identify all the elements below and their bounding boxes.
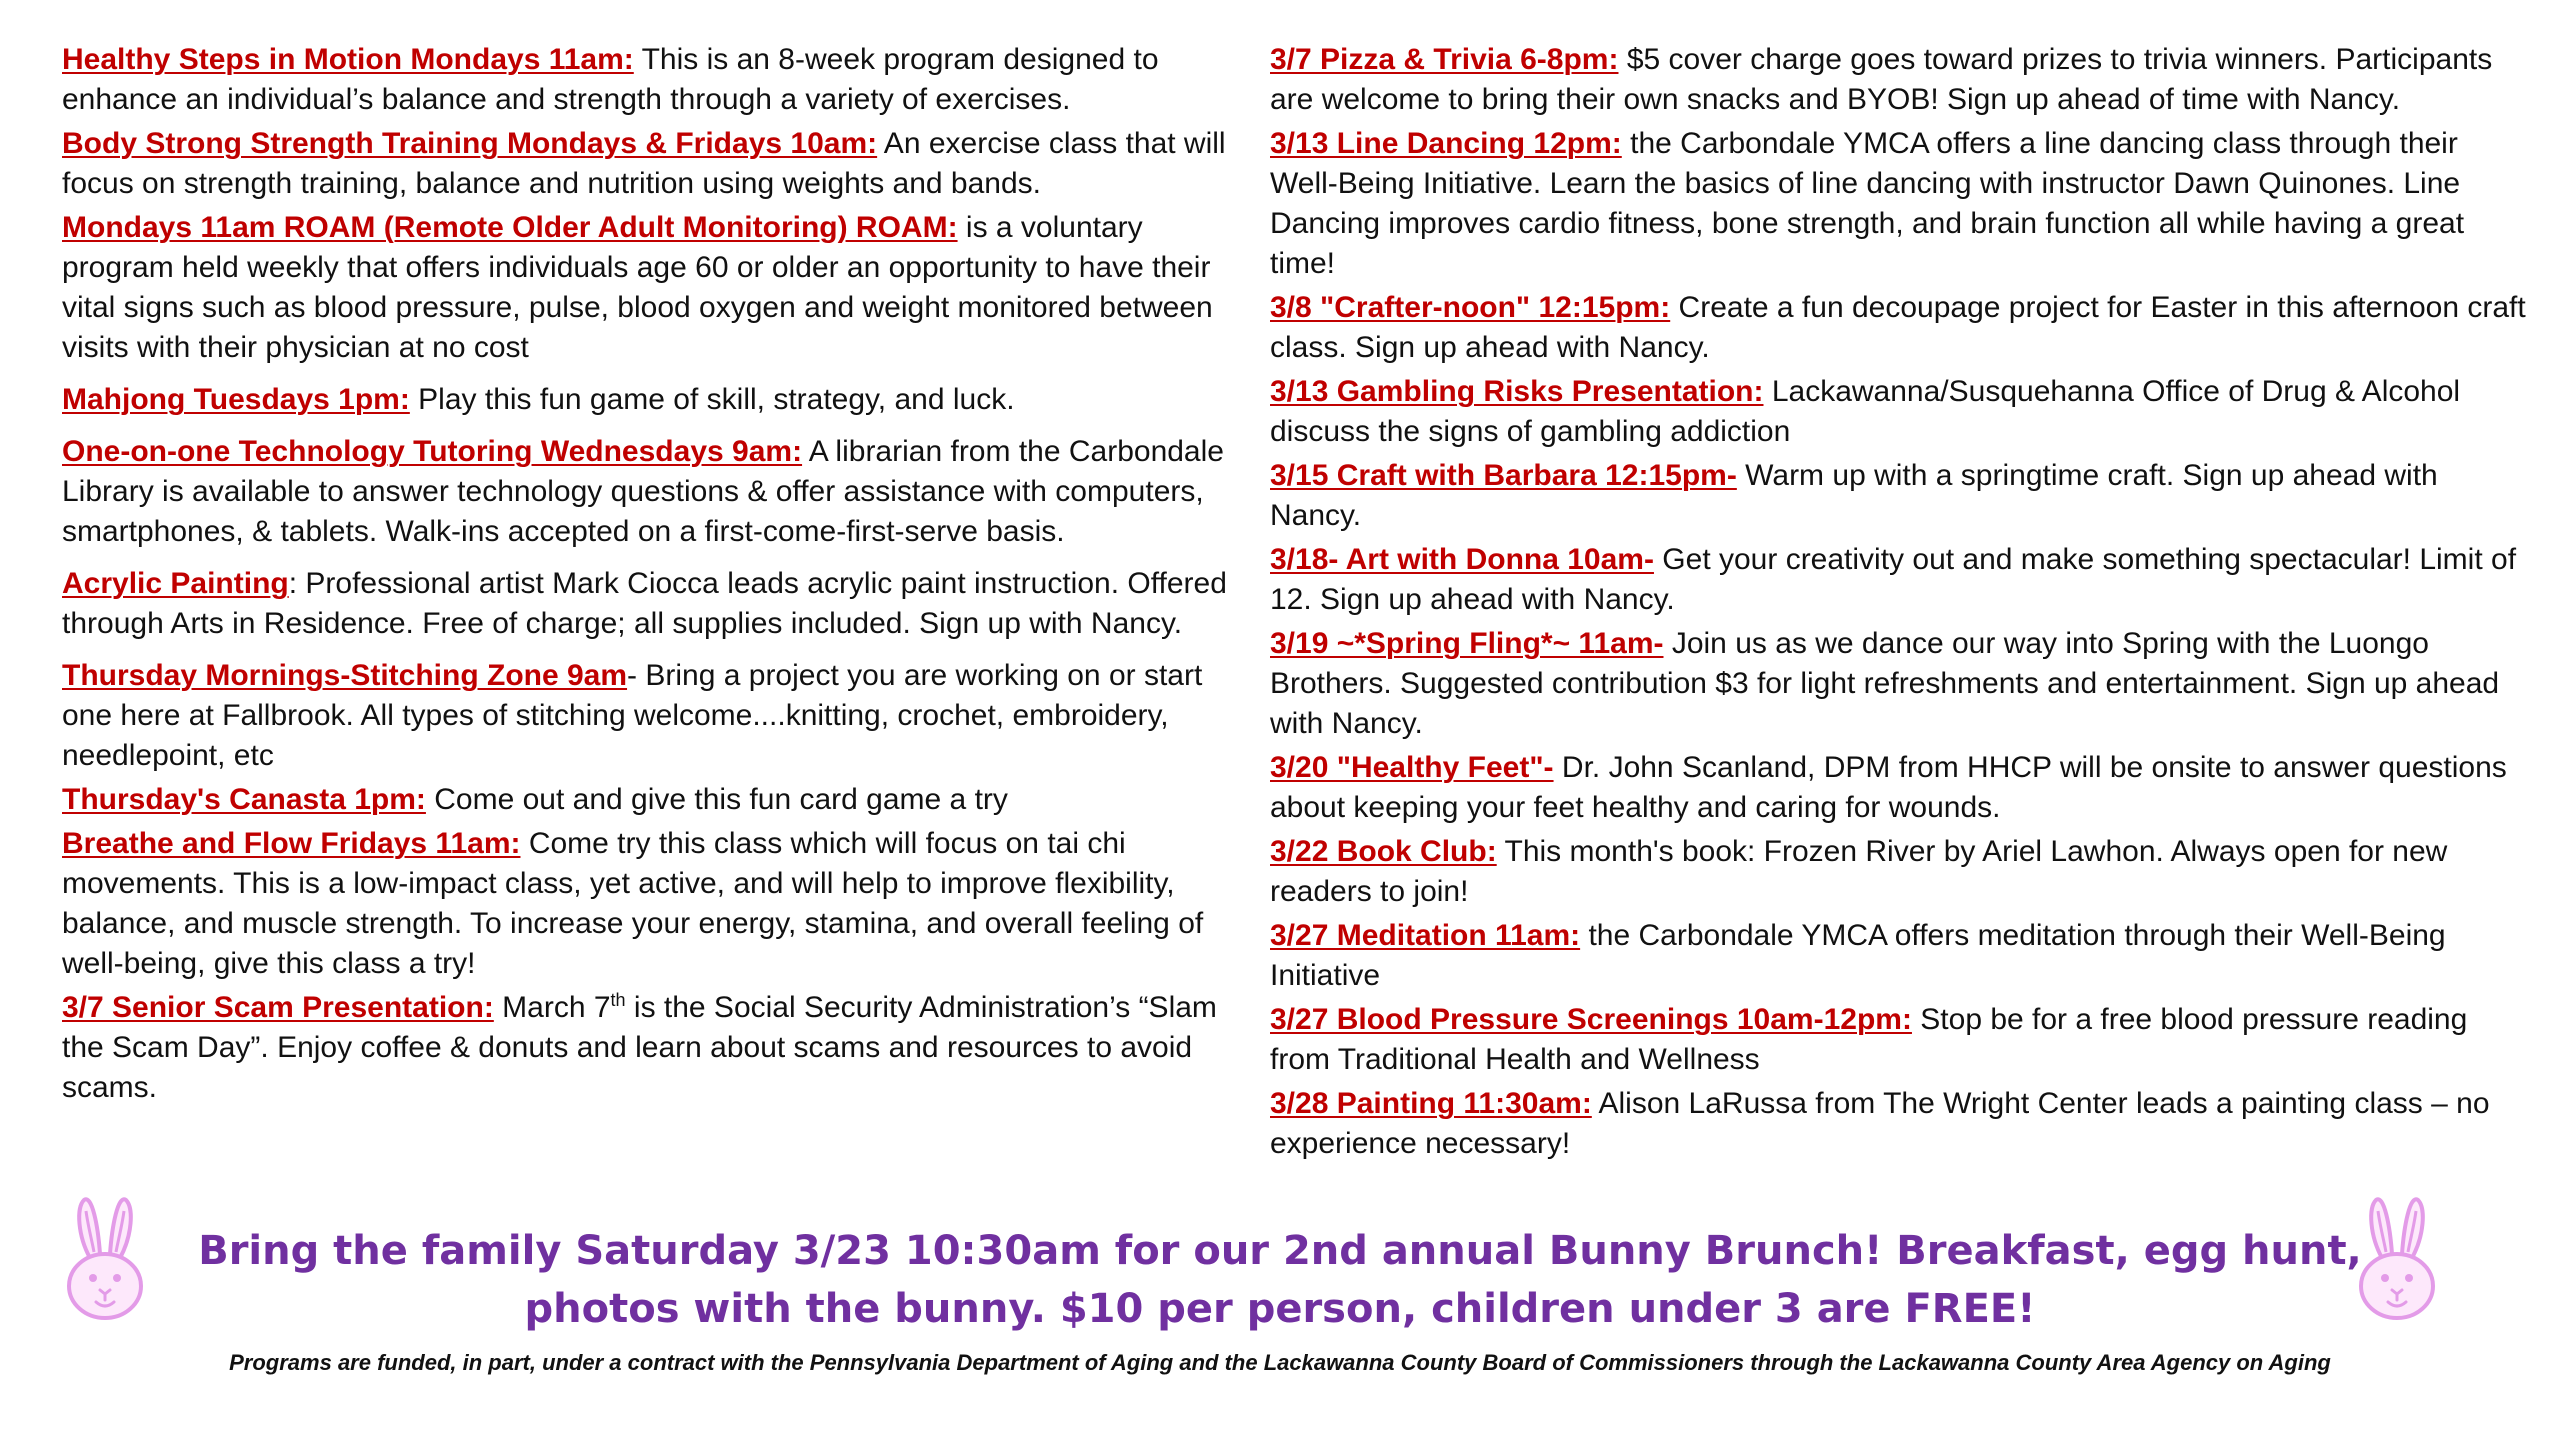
event-heading: 3/28 Painting 11:30am: xyxy=(1270,1087,1592,1120)
event-heading: 3/13 Line Dancing 12pm: xyxy=(1270,127,1622,160)
program-description: : Professional artist Mark Ciocca leads acrylic paint instruction. Offered through Arts in Residence. Free of charge; all supplies included. Sign up with Nancy. xyxy=(62,567,1227,640)
bunny-icon xyxy=(60,1196,150,1326)
ordinal-suffix: th xyxy=(610,990,626,1010)
event-entry xyxy=(1270,1084,2530,1164)
event-description: This month's book: Frozen River by Ariel Lawhon. Always open for new readers to join! xyxy=(1270,835,2448,908)
event-heading: 3/27 Meditation 11am: xyxy=(1270,919,1581,952)
event-entry xyxy=(1270,372,2530,452)
event-heading: 3/22 Book Club: xyxy=(1270,835,1497,868)
program-description: A librarian from the Carbondale Library is available to answer technology questions & offer assistance with computers, smartphones, & tablets. Walk-ins accepted on a first-come-first-serve basis. xyxy=(62,435,1224,548)
program-heading: Thursday's Canasta 1pm: xyxy=(62,783,426,816)
program-description: An exercise class that will focus on strength training, balance and nutrition using weights and bands. xyxy=(62,127,1226,200)
program-description: Come out and give this fun card game a try xyxy=(425,783,1008,816)
program-description: March 7 xyxy=(493,991,611,1024)
event-entry xyxy=(1270,540,2530,620)
event-heading: 3/27 Blood Pressure Screenings 10am-12pm: xyxy=(1270,1003,1912,1036)
event-heading: 3/15 Craft with Barbara 12:15pm- xyxy=(1270,459,1737,492)
bunny-brunch-banner: Bring the family Saturday 3/23 10:30am for our 2nd annual Bunny Brunch! Breakfast, egg hunt, photos with the bunny. $10 per person, children under 3 are FREE! xyxy=(198,1228,2362,1332)
program-entry xyxy=(62,208,1232,368)
program-description: is the Social Security Administration’s “Slam the Scam Day”. Enjoy coffee & donuts and learn about scams and resources to avoid scams. xyxy=(62,991,1217,1104)
event-description: $5 cover charge goes toward prizes to trivia winners. Participants are welcome to bring their own snacks and BYOB! Sign up ahead of time with Nancy. xyxy=(1270,43,2493,116)
event-description: Get your creativity out and make something spectacular! Limit of 12. Sign up ahead with Nancy. xyxy=(1270,543,2517,616)
bunny-icon xyxy=(2352,1196,2442,1326)
event-description: Alison LaRussa from The Wright Center leads a painting class – no experience necessary! xyxy=(1270,1087,2490,1160)
program-heading: 3/7 Senior Scam Presentation: xyxy=(62,991,494,1024)
program-entry xyxy=(62,432,1232,552)
program-description: - Bring a project you are working on or start one here at Fallbrook. All types of stitching welcome....knitting, crochet, embroidery, needlepoint, etc xyxy=(62,659,1203,772)
program-entry xyxy=(62,656,1232,776)
program-description: is a voluntary program held weekly that offers individuals age 60 or older an opportunity to have their vital signs such as blood pressure, pulse, blood oxygen and weight monitored between visits with their physician at no cost xyxy=(62,211,1213,364)
program-heading: Healthy Steps in Motion Mondays 11am: xyxy=(62,43,634,76)
program-heading: One-on-one Technology Tutoring Wednesdays 9am: xyxy=(62,435,803,468)
event-entry xyxy=(1270,624,2530,744)
event-entry xyxy=(1270,832,2530,912)
left-column xyxy=(62,40,1232,1112)
program-entry xyxy=(62,824,1232,984)
program-entry xyxy=(62,380,1232,420)
program-description: Play this fun game of skill, strategy, and luck. xyxy=(409,383,1015,416)
event-entry xyxy=(1270,40,2530,120)
program-heading: Mondays 11am ROAM (Remote Older Adult Monitoring) ROAM: xyxy=(62,211,958,244)
event-entry xyxy=(1270,748,2530,828)
program-entry xyxy=(62,40,1232,120)
event-description: Dr. John Scanland, DPM from HHCP will be onsite to answer questions about keeping your feet healthy and caring for wounds. xyxy=(1270,751,2507,824)
event-description: Join us as we dance our way into Spring with the Luongo Brothers. Suggested contribution $3 for light refreshments and entertainment. Sign up ahead with Nancy. xyxy=(1270,627,2500,740)
event-entry xyxy=(1270,916,2530,996)
event-description: Warm up with a springtime craft. Sign up ahead with Nancy. xyxy=(1270,459,2438,532)
event-heading: 3/20 "Healthy Feet"- xyxy=(1270,751,1554,784)
program-entry xyxy=(62,564,1232,644)
program-heading: Mahjong Tuesdays 1pm: xyxy=(62,383,410,416)
event-heading: 3/8 "Crafter-noon" 12:15pm: xyxy=(1270,291,1671,324)
event-description: Stop be for a free blood pressure reading from Traditional Health and Wellness xyxy=(1270,1003,2468,1076)
program-heading: Breathe and Flow Fridays 11am: xyxy=(62,827,521,860)
program-entry xyxy=(62,780,1232,820)
event-heading: 3/19 ~*Spring Fling*~ 11am- xyxy=(1270,627,1664,660)
event-description: Create a fun decoupage project for Easter in this afternoon craft class. Sign up ahead with Nancy. xyxy=(1270,291,2526,364)
event-entry xyxy=(1270,1000,2530,1080)
program-description: Come try this class which will focus on tai chi movements. This is a low-impact class, yet active, and will help to improve flexibility, balance, and muscle strength. To increase your energy, stamina, and overall feeling of well-being, give this class a try! xyxy=(62,827,1204,980)
program-heading: Acrylic Painting xyxy=(62,567,289,600)
program-entry xyxy=(62,124,1232,204)
program-heading: Thursday Mornings-Stitching Zone 9am xyxy=(62,659,628,692)
event-description: the Carbondale YMCA offers meditation through their Well-Being Initiative xyxy=(1270,919,2446,992)
event-entry xyxy=(1270,456,2530,536)
right-column xyxy=(1270,40,2530,1168)
program-description: This is an 8-week program designed to enhance an individual’s balance and strength through a variety of exercises. xyxy=(62,43,1159,116)
event-entry xyxy=(1270,288,2530,368)
event-description: Lackawanna/Susquehanna Office of Drug & Alcohol discuss the signs of gambling addiction xyxy=(1270,375,2461,448)
event-description: the Carbondale YMCA offers a line dancing class through their Well-Being Initiative. Learn the basics of line dancing with instructor Dawn Quinones. Line Dancing improves cardio fitness, bone strength, and brain function all while having a great time! xyxy=(1270,127,2465,280)
funding-footer: Programs are funded, in part, under a contract with the Pennsylvania Department of Aging and the Lackawanna County Board of Commissioners through the Lackawanna County Area Agency on Aging xyxy=(229,1350,2331,1375)
event-entry xyxy=(1270,124,2530,284)
event-heading: 3/13 Gambling Risks Presentation: xyxy=(1270,375,1764,408)
event-heading: 3/7 Pizza & Trivia 6-8pm: xyxy=(1270,43,1619,76)
event-heading: 3/18- Art with Donna 10am- xyxy=(1270,543,1654,576)
program-entry-scam xyxy=(62,988,1232,1108)
program-heading: Body Strong Strength Training Mondays & Fridays 10am: xyxy=(62,127,878,160)
